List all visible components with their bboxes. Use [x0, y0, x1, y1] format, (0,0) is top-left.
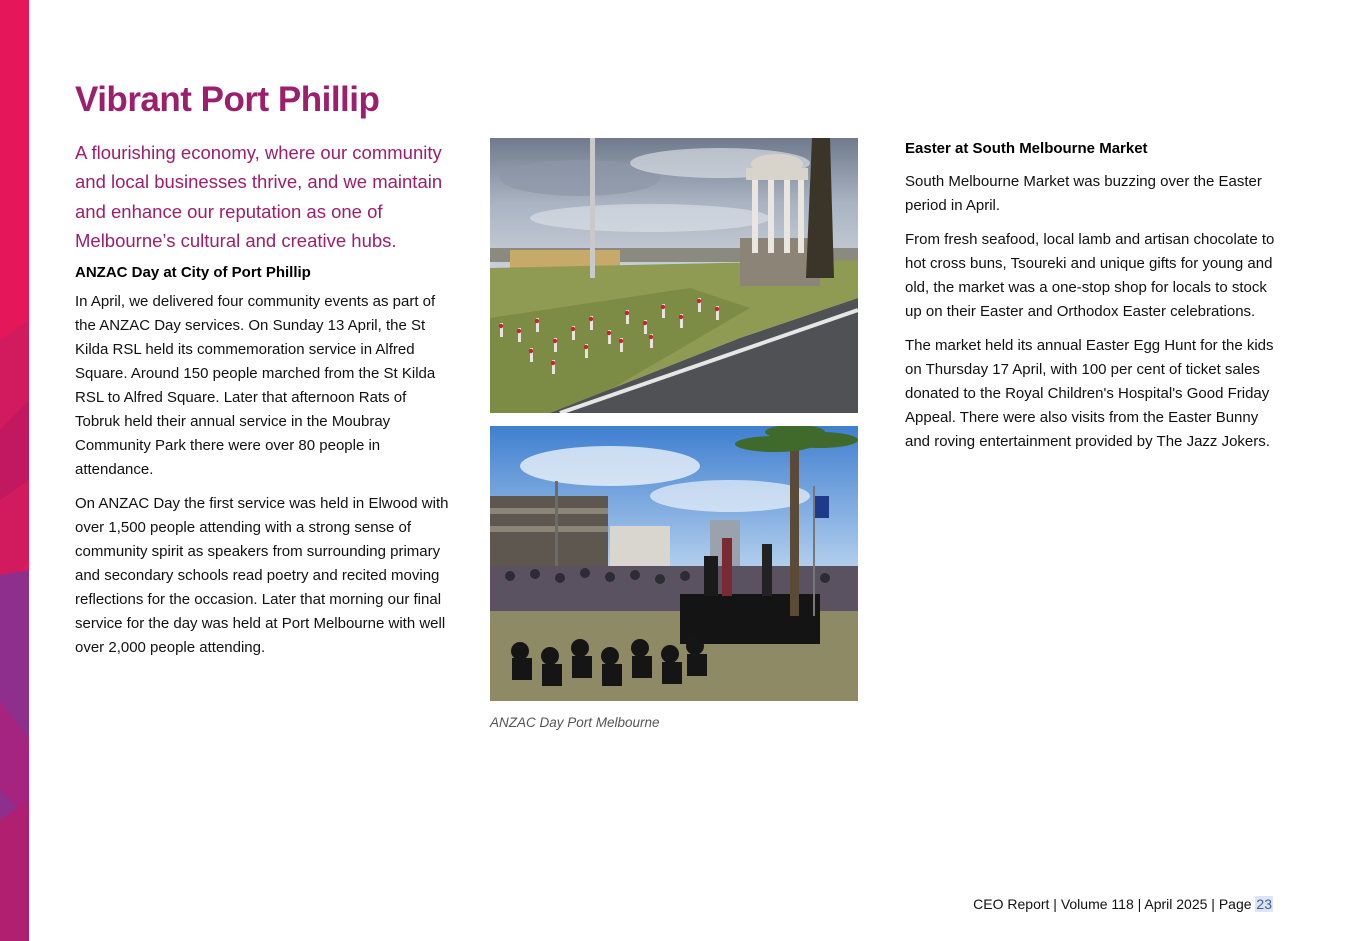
easter-paragraph-3: The market held its annual Easter Egg Hunt for the kids on Thursday 17 April, with 100 per cent of ticket sales donated to the Royal Children's Hospital's Good Friday Appeal. There were also visits from the Easter Bunny and roving entertainment provided by The Jazz Jokers. [905, 337, 1274, 450]
footer-text: CEO Report | Volume 118 | April 2025 | Page [973, 896, 1256, 912]
intro-statement: A flourishing economy, where our community and local businesses thrive, and we maintain and enhance our reputation as one of Melbourne’s cultural and creative hubs. [75, 142, 443, 251]
easter-heading: Easter at South Melbourne Market [905, 140, 1148, 157]
easter-paragraph-2: From fresh seafood, local lamb and artisan chocolate to hot cross buns, Tsoureki and unique gifts for young and old, the market was a one-stop shop for locals to stock up on their Easter and Orthodox Easter celebrations. [905, 231, 1275, 320]
left-column [75, 138, 450, 660]
page-footer [973, 896, 1273, 912]
photo-caption: ANZAC Day Port Melbourne [490, 715, 660, 730]
page-number: 23 [1256, 896, 1272, 912]
anzac-paragraph-1: In April, we delivered four community events as part of the ANZAC Day services. On Sunday 13 April, the St Kilda RSL held its commemoration service in Alfred Square. Around 150 people marched from the St Kilda RSL to Alfred Square. Later that afternoon Rats of Tobruk held their annual service in the Moubray Community Park there were over 80 people in attendance. [75, 293, 436, 479]
anzac-paragraph-2: On ANZAC Day the first service was held in Elwood with over 1,500 people attending with a strong sense of community spirit as speakers from surrounding primary and secondary schools read poetry and recited moving reflections for the occasion. Later that morning our final service for the day was held at Port Melbourne with well over 2,000 people attending. [75, 495, 449, 657]
right-column [905, 138, 1285, 454]
anzac-port-melbourne-photo [490, 426, 858, 701]
anzac-memorial-crosses-photo [490, 138, 858, 413]
easter-paragraph-1: South Melbourne Market was buzzing over the Easter period in April. [905, 173, 1262, 214]
decorative-side-stripe [0, 0, 29, 941]
page-title: Vibrant Port Phillip [75, 80, 380, 119]
anzac-heading: ANZAC Day at City of Port Phillip [75, 264, 311, 282]
